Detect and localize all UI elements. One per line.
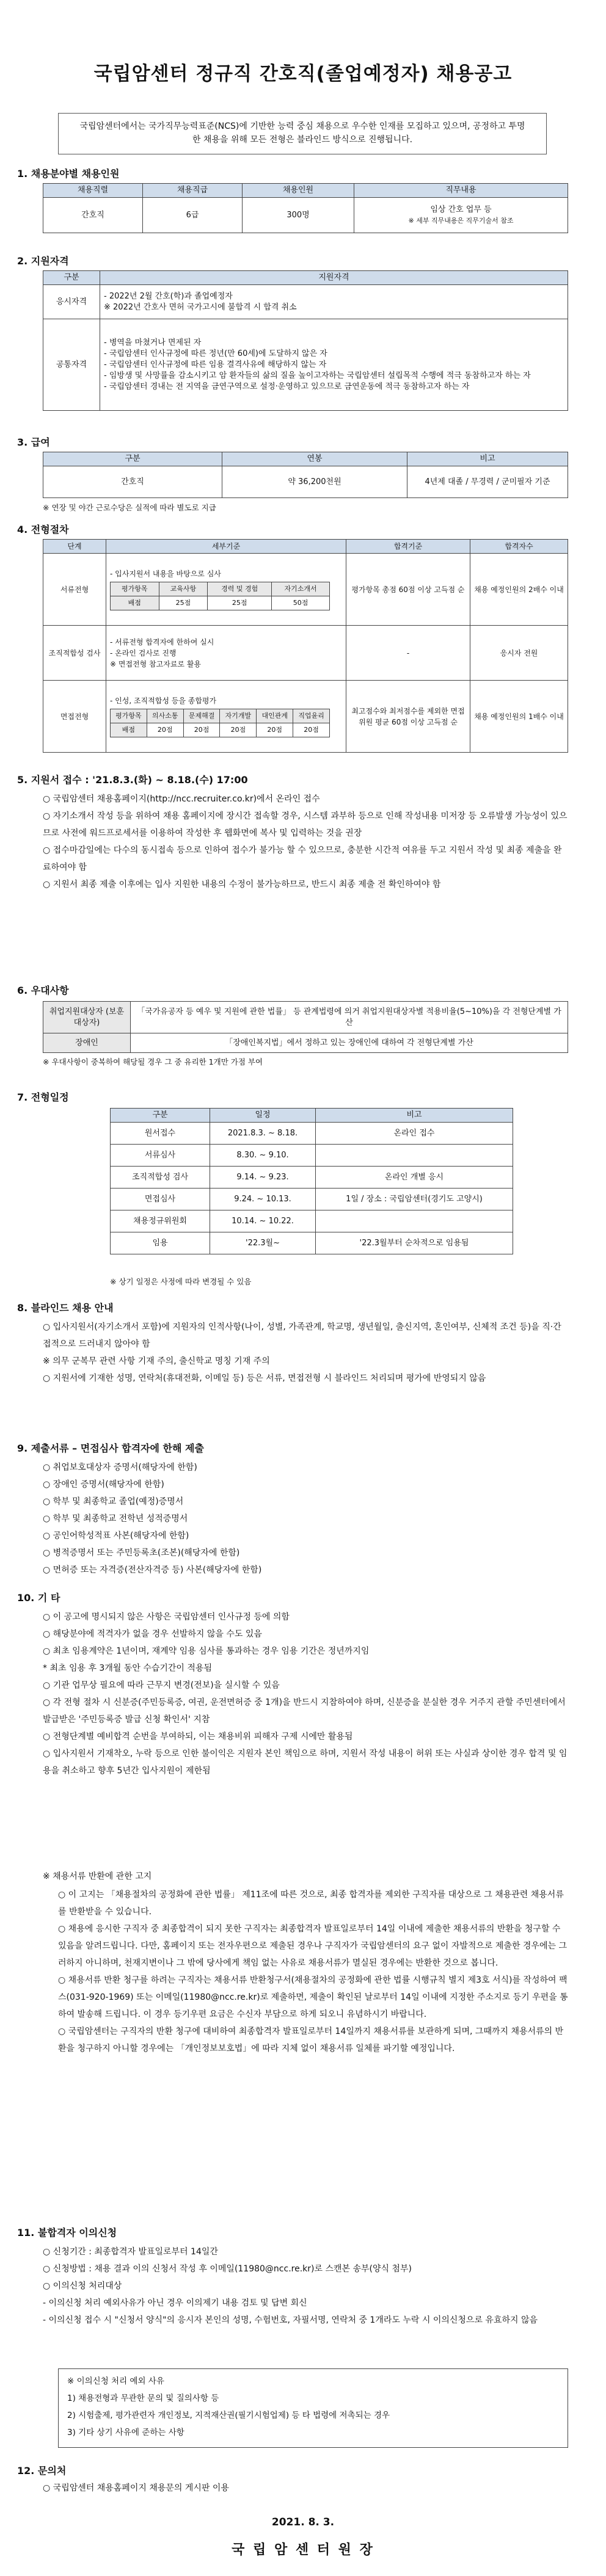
row-label: 장애인 (43, 1033, 131, 1053)
list-item: ○ 자기소개서 작성 등을 위하여 채용 홈페이지에 장시간 접속할 경우, 시스템 과부하 등으로 인해 작성내용 미저장 등 오류발생 가능성이 있으므로 사전에 워드프로세서를 이용하여 작성한 후 웹화면에 복사 및 입력하는 것을 권장 (43, 811, 568, 838)
cell-line: - 병역을 마쳤거나 면제된 자 (104, 338, 202, 347)
schedule-table (110, 1108, 513, 1254)
list-item: ○ 장애인 증명서(해당자에 한함) (43, 1480, 164, 1489)
list-item: ○ 채용에 응시한 구직자 중 최종합격이 되지 못한 구직자는 최종합격자 발표일로부터 14일 이내에 제출한 채용서류의 반환을 청구할 수 있음을 알려드립니다. 다만, 홈페이지 또는 전자우편으로 제출된 경우나 구직자가 국립암센터의 요구 없이 자발적으로 제출한 경우에는 그러하지 아니하며, 천재지변이나 그 밖에 당사에게 책임 없는 사유로 채용서류가 멸실된 경우에는 반환한 것으로 봅니다. (58, 1924, 567, 1968)
section-5-heading: 5. 지원서 접수 : '21.8.3.(화) ~ 8.18.(수) 17:00 (17, 774, 248, 786)
table-cell: 300명 (243, 198, 354, 233)
section-8-heading: 8. 블라인드 채용 안내 (17, 1302, 114, 1314)
cell-line: ※ 면접전형 참고자료로 활용 (110, 659, 202, 668)
cell-line: - 2022년 2월 간호(학)과 졸업예정자 (104, 291, 233, 301)
table-cell: 온라인 개별 응시 (316, 1167, 513, 1189)
cell-line: - 인성, 조직적합성 등을 종합평가 (110, 696, 217, 705)
sub-cell: 20점 (293, 723, 330, 737)
sub-cell: 경력 및 경험 (208, 582, 272, 596)
list-item: ○ 취업보호대상자 증명서(해당자에 한함) (43, 1463, 197, 1472)
box-line: 2) 시험출제, 평가관련자 개인정보, 지적재산권(필기시험업제) 등 타 법령에 저촉되는 경우 (67, 2411, 390, 2420)
salary-note: ※ 연장 및 야간 근로수당은 실적에 따라 별도로 지급 (43, 503, 216, 512)
list-item: ○ 이 공고에 명시되지 않은 사항은 국립암센터 인사규정 등에 의함 (43, 1612, 290, 1622)
row-label: 응시자격 (43, 285, 100, 319)
duty-note: ※ 세부 직무내용은 직무기술서 참조 (408, 216, 514, 225)
section-4-heading: 4. 전형절차 (17, 524, 69, 535)
table-cell: 원서접수 (111, 1123, 210, 1145)
cell-line: - 서류전형 합격자에 한하여 실시 (110, 637, 214, 646)
row-label: 취업지원대상자 (보훈대상자) (43, 1002, 131, 1033)
col-header: 구분 (111, 1109, 210, 1123)
misc-list (43, 1608, 568, 1779)
table-cell: 9.14. ~ 9.23. (210, 1167, 316, 1189)
interview-score-table (110, 709, 330, 737)
list-item: ○ 각 전형 절차 시 신분증(주민등록증, 여권, 운전면허증 중 1개)을 반드시 지참하여야 하며, 신분증을 분실한 경우 거주지 관할 주민센터에서 발급받은 '주민등록증 발급 신청 확인서' 지참 (43, 1698, 566, 1724)
col-header: 채용인원 (243, 184, 354, 198)
notice-date: 2021. 8. 3. (271, 2516, 335, 2528)
contact-item: ○ 국립암센터 채용홈페이지 채용문의 게시판 이용 (43, 2483, 229, 2493)
list-item: ○ 학부 및 최종학교 졸업(예정)증명서 (43, 1497, 184, 1507)
list-item: - 이의신청 처리 예외사유가 아닌 경우 이의제기 내용 검토 및 답변 회신 (43, 2298, 307, 2308)
cell-line: - 임방생 및 사망률을 감소시키고 암 환자들의 삶의 질을 높이고자하는 국립암센터 설립목적 수행에 적극 동참하고자 하는 자 (104, 371, 531, 380)
col-header: 비고 (407, 452, 568, 466)
positions-table (43, 183, 568, 233)
section-10-heading: 10. 기 타 (17, 1592, 60, 1604)
sub-cell: 배점 (111, 596, 159, 610)
col-header: 구분 (43, 452, 222, 466)
objection-list (43, 2243, 568, 2329)
col-header: 지원자격 (100, 271, 568, 285)
table-cell (100, 285, 568, 319)
section-1-heading: 1. 채용분야별 채용인원 (17, 168, 120, 179)
list-item: ○ 공인어학성적표 사본(해당자에 한함) (43, 1531, 189, 1541)
sub-cell: 대인관계 (257, 709, 293, 723)
list-item: ○ 입사지원서(자기소개서 포함)에 지원자의 인적사항(나이, 성별, 가족관계, 학교명, 생년월일, 출신지역, 혼인여부, 신체적 조건 등)을 직·간접적으로 드러내지 않아야 함 (43, 1322, 561, 1349)
col-header: 구분 (43, 271, 100, 285)
objection-exception-box (58, 2368, 568, 2448)
blind-list (43, 1319, 568, 1387)
section-3-heading: 3. 급여 (17, 436, 50, 448)
sub-cell: 자기소개서 (272, 582, 330, 596)
list-item: ○ 이의신청 처리대상 (43, 2281, 122, 2291)
sub-cell: 25점 (208, 596, 272, 610)
table-cell: 10.14. ~ 10.22. (210, 1210, 316, 1232)
list-item: ○ 신청기간 : 최종합격자 발표일로부터 14일간 (43, 2247, 218, 2257)
box-line: 3) 기타 상기 사유에 준하는 사항 (67, 2428, 184, 2437)
list-item: ○ 신청방법 : 채용 결과 이의 신청서 작성 후 이메일(11980@ncc.re.kr)로 스캔본 송부(양식 첨부) (43, 2264, 412, 2274)
col-header: 비고 (316, 1109, 513, 1123)
box-line: ※ 이의신청 처리 예외 사유 (67, 2376, 164, 2386)
refund-list (58, 1886, 571, 2057)
sub-cell: 25점 (159, 596, 208, 610)
signature: 국 립 암 센 터 원 장 (232, 2542, 374, 2558)
table-cell: 1일 / 장소 : 국립암센터(경기도 고양시) (316, 1189, 513, 1210)
section-12-heading: 12. 문의처 (17, 2465, 67, 2477)
cell-line: - 온라인 검사로 진행 (110, 648, 177, 657)
col-header: 합격기준 (346, 540, 470, 554)
table-cell: 최고점수와 최저점수를 제외한 면접위원 평균 60점 이상 고득점 순 (346, 681, 470, 753)
list-item: ○ 병적증명서 또는 주민등록초(조본)(해당자에 한함) (43, 1548, 240, 1558)
table-cell: 「장애인복지법」에서 정하고 있는 장애인에 대하여 각 전형단계별 가산 (131, 1033, 568, 1053)
table-cell: 8.30. ~ 9.10. (210, 1145, 316, 1167)
cell-line: - 국립암센터 인사규정에 따른 임용 결격사유에 해당하지 않는 자 (104, 360, 327, 369)
schedule-note: ※ 상기 일정은 사정에 따라 변경될 수 있음 (110, 1277, 252, 1286)
salary-table (43, 452, 568, 498)
row-label: 공통자격 (43, 319, 100, 411)
sub-cell: 50점 (272, 596, 330, 610)
cell-line: - 입사지원서 내용을 바탕으로 심사 (110, 570, 221, 578)
list-item: ○ 지원서 최종 제출 이후에는 입사 지원한 내용의 수정이 불가능하므로, 반드시 최종 제출 전 확인하여야 함 (43, 880, 441, 889)
section-9-heading: 9. 제출서류 – 면접심사 합격자에 한해 제출 (17, 1442, 204, 1454)
table-cell: 약 36,200천원 (222, 466, 407, 498)
row-label: 서류전형 (43, 554, 106, 626)
list-item: ※ 의무 군복무 관련 사항 기재 주의, 출신학교 명칭 기재 주의 (43, 1356, 270, 1366)
list-item: * 최초 임용 후 3개월 동안 수습기간이 적용됨 (43, 1663, 212, 1673)
list-item: ○ 면허증 또는 자격증(전산자격증 등) 사본(해당자에 한함) (43, 1565, 262, 1575)
sub-cell: 20점 (183, 723, 220, 737)
table-cell: - (346, 626, 470, 681)
duty-text: 임상 간호 업무 등 (430, 204, 492, 214)
table-cell (106, 554, 346, 626)
table-cell (354, 198, 568, 233)
list-item: - 이의신청 접수 시 "신청서 양식"의 응시자 본인의 성명, 수험번호, 자필서명, 연락처 중 1개라도 누락 시 이의신청으로 유효하지 않음 (43, 2315, 538, 2325)
section-11-heading: 11. 불합격자 이의신청 (17, 2227, 117, 2238)
table-cell: 6급 (143, 198, 243, 233)
list-item: ○ 해당분야에 적격자가 없을 경우 선발하지 않을 수도 있음 (43, 1629, 262, 1639)
table-cell: 온라인 접수 (316, 1123, 513, 1145)
col-header: 단계 (43, 540, 106, 554)
col-header: 연봉 (222, 452, 407, 466)
cell-line: ※ 2022년 간호사 면허 국가고시에 불합격 시 합격 취소 (104, 302, 297, 312)
sub-cell: 의사소통 (147, 709, 183, 723)
sub-cell: 자기개발 (220, 709, 257, 723)
list-item: ○ 채용서류 반환 청구를 하려는 구직자는 채용서류 반환청구서(채용절차의 공정화에 관한 법률 시행규칙 별지 제3호 서식)를 작성하여 팩스(031-920-1969) 또는 이메일(11980@ncc.re.kr)로 제출하면, 제출이 확인된 날로부터 14일 이내에 지정한 주소지로 등기 우편을 통하여 발송해 드립니다. 이 경우 등기우편 요금은 수신자 부담으로 하게 되오니 유념하시기 바랍니다. (58, 1975, 568, 2019)
row-label: 면접전형 (43, 681, 106, 753)
list-item: ○ 전형단계별 예비합격 순번을 부여하되, 이는 채용비위 피해자 구제 시에만 활용됨 (43, 1732, 353, 1742)
documents-list (43, 1459, 568, 1579)
refund-heading: ※ 채용서류 반환에 관한 고지 (43, 1872, 152, 1881)
list-item: ○ 접수마감일에는 다수의 동시접속 등으로 인하여 접수가 불가능 할 수 있으므로, 충분한 시간적 여유를 두고 지원서 작성 및 최종 제출을 완료하여야 함 (43, 845, 562, 872)
cell-line: - 국립암센터 인사규정에 따른 정년(만 60세)에 도달하지 않은 자 (104, 349, 327, 358)
sub-cell: 평가항목 (111, 709, 147, 723)
table-cell: '22.3월부터 순차적으로 임용됨 (316, 1232, 513, 1254)
list-item: ○ 입사지원서 기재착오, 누락 등으로 인한 불이익은 지원자 본인 책임으로 하며, 지원서 작성 내용이 허위 또는 사실과 상이한 경우 합격 및 임용을 취소하고 향후 5년간 입사지원이 제한됨 (43, 1749, 568, 1776)
col-header: 일정 (210, 1109, 316, 1123)
col-header: 채용직렬 (43, 184, 143, 198)
table-cell: 2021.8.3. ~ 8.18. (210, 1123, 316, 1145)
table-cell (106, 626, 346, 681)
section-2-heading: 2. 지원자격 (17, 255, 69, 267)
list-item: ○ 이 고지는 「채용절차의 공정화에 관한 법률」 제11조에 따른 것으로, 최종 합격자를 제외한 구직자를 대상으로 그 채용관련 채용서류를 반환받을 수 있습니다. (58, 1890, 564, 1917)
preference-table (43, 1001, 568, 1053)
table-cell: 간호직 (43, 198, 143, 233)
table-cell: 4년제 대졸 / 무경력 / 군미필자 기준 (407, 466, 568, 498)
table-cell (316, 1210, 513, 1232)
box-line: 1) 채용전형과 무관한 문의 및 질의사항 등 (67, 2393, 219, 2403)
table-cell (316, 1145, 513, 1167)
sub-cell: 문제해결 (183, 709, 220, 723)
table-cell: 조직적합성 검사 (111, 1167, 210, 1189)
col-header: 직무내용 (354, 184, 568, 198)
sub-cell: 20점 (220, 723, 257, 737)
sub-cell: 20점 (147, 723, 183, 737)
row-label: 조직적합성 검사 (43, 626, 106, 681)
sub-cell: 교육사항 (159, 582, 208, 596)
list-item: ○ 기관 업무상 필요에 따라 근무지 변경(전보)을 실시할 수 있음 (43, 1681, 280, 1690)
list-item: ○ 최초 임용계약은 1년이며, 재계약 임용 심사를 통과하는 경우 임용 기간은 정년까지임 (43, 1646, 370, 1656)
table-cell (100, 319, 568, 411)
table-cell: 간호직 (43, 466, 222, 498)
section-7-heading: 7. 전형일정 (17, 1091, 69, 1103)
table-cell: 채용 예정인원의 2배수 이내 (470, 554, 568, 626)
col-header: 합격자수 (470, 540, 568, 554)
selection-process-table (43, 539, 568, 753)
page-title: 국립암센터 정규직 간호직(졸업예정자) 채용공고 (93, 63, 513, 85)
list-item: ○ 국립암센터 채용홈페이지(http://ncc.recruiter.co.kr)에서 온라인 접수 (43, 794, 320, 804)
table-cell: 응시자 전원 (470, 626, 568, 681)
list-item: ○ 지원서에 기재한 성명, 연락처(휴대전화, 이메일 등) 등은 서류, 면접전형 시 블라인드 처리되며 평가에 반영되지 않음 (43, 1373, 486, 1383)
intro-box: 국립암센터에서는 국가직무능력표준(NCS)에 기반한 능력 중심 채용으로 우수한 인재를 모집하고 있으며, 공정하고 투명한 채용을 위해 모든 전형은 블라인드 방식으로 진행됩니다. (58, 113, 547, 154)
doc-score-table (110, 582, 330, 610)
table-cell: 평가항목 총점 60점 이상 고득점 순 (346, 554, 470, 626)
list-item: ○ 국립암센터는 구직자의 반환 청구에 대비하여 최종합격자 발표일로부터 14일까지 채용서류를 보관하게 되며, 그때까지 채용서류의 반환을 청구하지 아니할 경우에는 「개인정보보호법」에 따라 지체 없이 채용서류 일체를 파기할 예정입니다. (58, 2027, 564, 2053)
table-cell: 서류심사 (111, 1145, 210, 1167)
sub-cell: 20점 (257, 723, 293, 737)
sub-cell: 직업윤리 (293, 709, 330, 723)
list-item: ○ 학부 및 최종학교 전학년 성적증명서 (43, 1514, 188, 1524)
table-cell: 채용 예정인원의 1배수 이내 (470, 681, 568, 753)
col-header: 채용직급 (143, 184, 243, 198)
sub-cell: 배점 (111, 723, 147, 737)
table-cell: 「국가유공자 등 예우 및 지원에 관한 법률」 등 관계법령에 의거 취업지원대상자별 적용비율(5~10%)을 각 전형단계별 가산 (131, 1002, 568, 1033)
sub-cell: 평가항목 (111, 582, 159, 596)
table-cell: 임용 (111, 1232, 210, 1254)
table-cell: 면접심사 (111, 1189, 210, 1210)
eligibility-table (43, 270, 568, 411)
section-6-heading: 6. 우대사항 (17, 985, 69, 996)
preference-note: ※ 우대사항이 중복하여 해당될 경우 그 중 유리한 1개만 가점 부여 (43, 1057, 263, 1066)
table-cell: '22.3월~ (210, 1232, 316, 1254)
table-cell (106, 681, 346, 753)
cell-line: - 국립암센터 경내는 전 지역을 금연구역으로 설정·운영하고 있으므로 금연운동에 적극 동참하고자 하는 자 (104, 382, 470, 391)
table-cell: 9.24. ~ 10.13. (210, 1189, 316, 1210)
application-list (43, 791, 568, 893)
col-header: 세부기준 (106, 540, 346, 554)
table-cell: 채용정규위원회 (111, 1210, 210, 1232)
